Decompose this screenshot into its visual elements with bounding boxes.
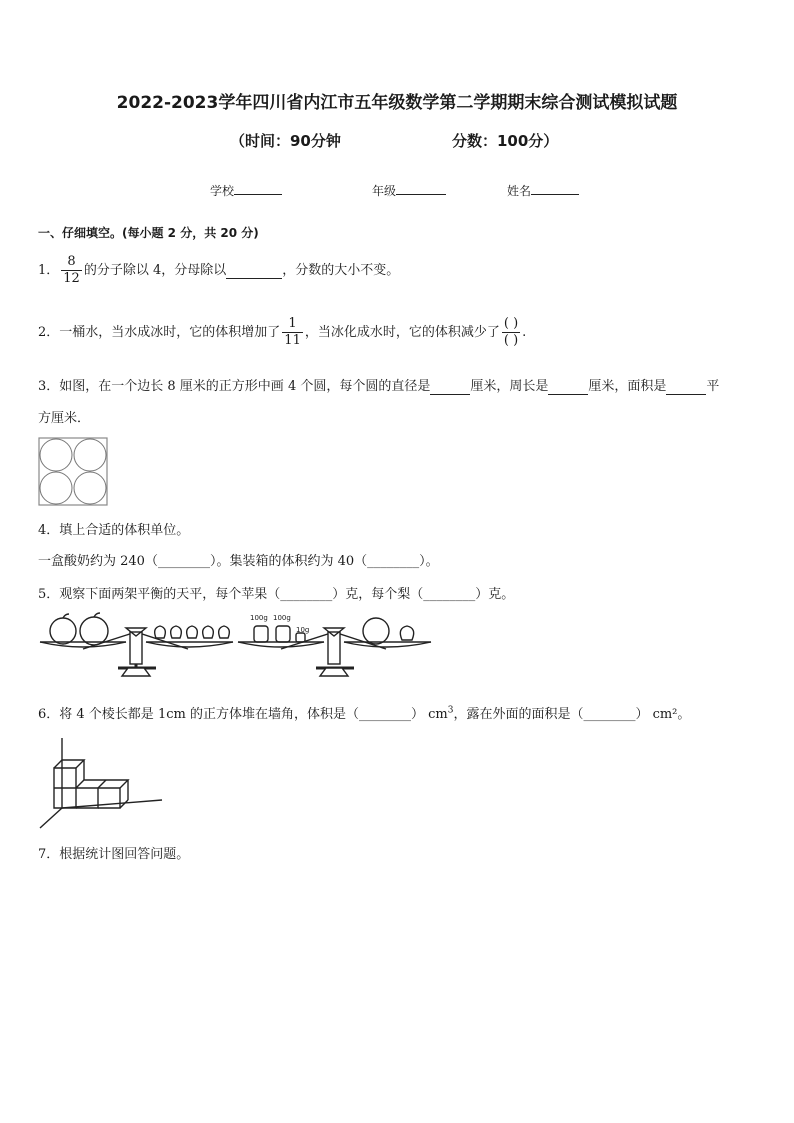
weight-label-2: 100g [273, 614, 291, 622]
question-1 [38, 254, 399, 287]
weight-label-1: 100g [250, 614, 268, 622]
school-label: 学校 [210, 184, 235, 198]
balance-scale-fruit [38, 612, 236, 682]
q3-text-a: 3．如图，在一个边长 8 厘米的正方形中画 4 个圆，每个圆的直径是 [38, 379, 431, 394]
balance-scale-weights [236, 612, 434, 682]
q1-number: 1． [38, 263, 60, 278]
q2-answer-fraction[interactable] [502, 316, 520, 349]
score-label: 分数：100分） [452, 132, 559, 150]
q1-frac-num: 8 [67, 254, 76, 269]
q3-text-b: 厘米，周长是 [470, 379, 549, 394]
q1-text-a: 的分子除以 4，分母除以 [83, 263, 227, 278]
square-four-circles-figure [38, 437, 110, 507]
name-label: 姓名 [507, 184, 532, 198]
q2-blank-den: ( ) [503, 333, 519, 348]
q2-number: 2． [38, 325, 60, 340]
q5-text: 5．观察下面两架平衡的天平，每个苹果（________）克，每个梨（________）克。 [38, 587, 515, 602]
grade-label: 年级 [372, 184, 397, 198]
section-heading: 一、仔细填空。(每小题 2 分，共 20 分) [38, 226, 259, 240]
q1-text-b: ，分数的大小不变。 [282, 263, 400, 278]
question-3-line-1 [38, 375, 719, 395]
name-blank[interactable] [531, 182, 579, 195]
q3-line-2: 方厘米． [38, 411, 91, 426]
weight-label-3: 10g [296, 626, 310, 634]
q2-text-b: ，当冰化成水时，它的体积减少了 [304, 325, 500, 340]
q3-text-d: 平 [706, 379, 720, 394]
q7-text: 7．根据统计图回答问题。 [38, 847, 190, 862]
q2-text-a: 一桶水，当水成冰时，它的体积增加了 [59, 325, 281, 340]
q2-blank-num: ( ) [503, 316, 519, 331]
q4-line-2: 一盒酸奶约为 240（________）。集装箱的体积约为 40（________）。 [38, 554, 439, 569]
q2-frac-den: 11 [284, 333, 301, 348]
q3-text-c: 厘米，面积是 [588, 379, 667, 394]
grade-blank[interactable] [396, 182, 446, 195]
q3-blank-area[interactable] [666, 379, 706, 395]
cubes-in-corner-figure [38, 736, 164, 830]
question-2 [38, 316, 526, 349]
q3-blank-diameter[interactable] [430, 379, 470, 395]
q6-text-b: ，露在外面的面积是（________） cm²。 [453, 707, 691, 722]
school-blank[interactable] [234, 182, 282, 195]
grade-field [372, 182, 446, 199]
q6-text-a: 6．将 4 个棱长都是 1cm 的正方体堆在墙角，体积是（________） cm [38, 707, 448, 722]
q4-line-1: 4．填上合适的体积单位。 [38, 523, 190, 538]
q2-end: . [522, 325, 527, 340]
q3-blank-circumference[interactable] [548, 379, 588, 395]
page-title: 2022-2023学年四川省内江市五年级数学第二学期期末综合测试模拟试题 [116, 93, 678, 113]
q6-superscript: 3 [447, 705, 454, 716]
time-label: （时间：90分钟 [230, 132, 341, 150]
name-field [507, 182, 579, 199]
q2-frac-num: 1 [288, 316, 297, 331]
question-6 [38, 703, 690, 722]
q1-fraction [61, 254, 82, 287]
school-field [210, 182, 282, 199]
q1-blank[interactable] [226, 263, 282, 279]
q2-fraction [282, 316, 303, 349]
q1-frac-den: 12 [63, 271, 80, 286]
